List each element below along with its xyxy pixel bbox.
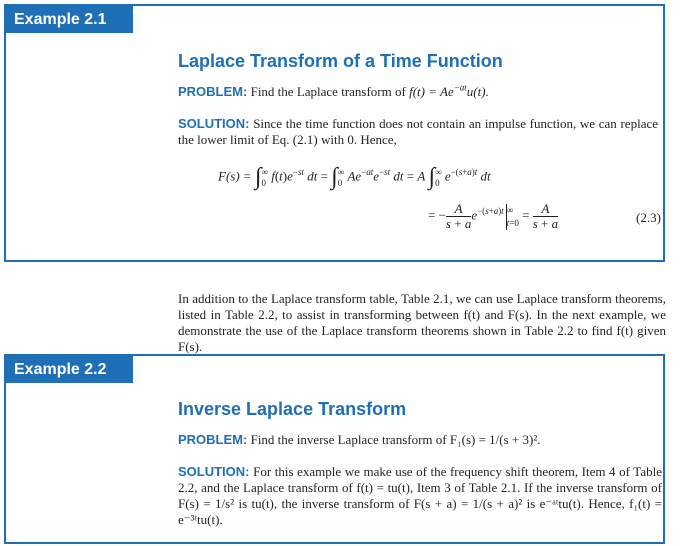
equation-number: (2.3)	[636, 210, 661, 225]
example-2-2-box	[4, 354, 665, 544]
problem-function-exponent: −at	[453, 82, 467, 93]
solution-statement	[178, 464, 662, 528]
body-paragraph: In addition to the Laplace transform table, Table 2.1, we can use Laplace transform theorems, listed in Table 2.2, to assist in transforming between f(t) and F(s). In the next example, we demonstrate the use of the Laplace transform theorems shown in Table 2.2 to find f(t) given F(s).	[178, 291, 666, 354]
solution-label: SOLUTION:	[178, 116, 250, 131]
problem-text: Find the inverse Laplace transform of F₁(s) = 1/(s + 3)².	[250, 432, 541, 447]
problem-label: PROBLEM:	[178, 432, 248, 447]
example-tag: Example 2.1	[6, 6, 133, 33]
problem-function: f(t) = Ae	[409, 84, 454, 99]
equation-line-1: F(s) = ∫∞ 0 $f(t)e^{-st}$ dt = ∫∞ 0 $Ae^{-at}e^{-st}$ dt = A ∫∞ 0 $e^{-(s+a)t}$ dt	[218, 164, 491, 190]
solution-text: Since the time function does not contain an impulse function, we can replace the lower limit of Eq. (2.1) with 0. Hence,	[178, 116, 659, 147]
problem-function-tail: u(t).	[466, 84, 489, 99]
equation-line-2: = − $\frac{A}{s + a}$ $e^{-(s+a)t}$ ∞ t=0 = $\frac{A}{s + a}$	[428, 201, 559, 231]
example-tag: Example 2.2	[6, 356, 133, 383]
solution-label: SOLUTION:	[178, 464, 250, 479]
problem-statement	[178, 432, 662, 448]
solution-text: For this example we make use of the frequency shift theorem, Item 4 of Table 2.2, and the Laplace transform of f(t) = tu(t), Item 3 of Table 2.1. If the inverse transform of F(s) = 1/s² is tu(t), the inverse transform of F(s + a) = 1/(s + a)² is e⁻ᵃᵗtu(t). Hence, f₁(t) = e⁻³ᵗtu(t).	[178, 464, 662, 527]
example-title: Laplace Transform of a Time Function	[178, 51, 503, 71]
solution-statement	[178, 116, 658, 148]
problem-text: Find the Laplace transform of	[250, 84, 410, 99]
problem-statement	[178, 84, 658, 100]
equation-lhs: F(s) =	[218, 168, 252, 184]
example-2-1-box	[4, 4, 665, 262]
example-title: Inverse Laplace Transform	[178, 399, 407, 419]
problem-label: PROBLEM:	[178, 84, 248, 99]
